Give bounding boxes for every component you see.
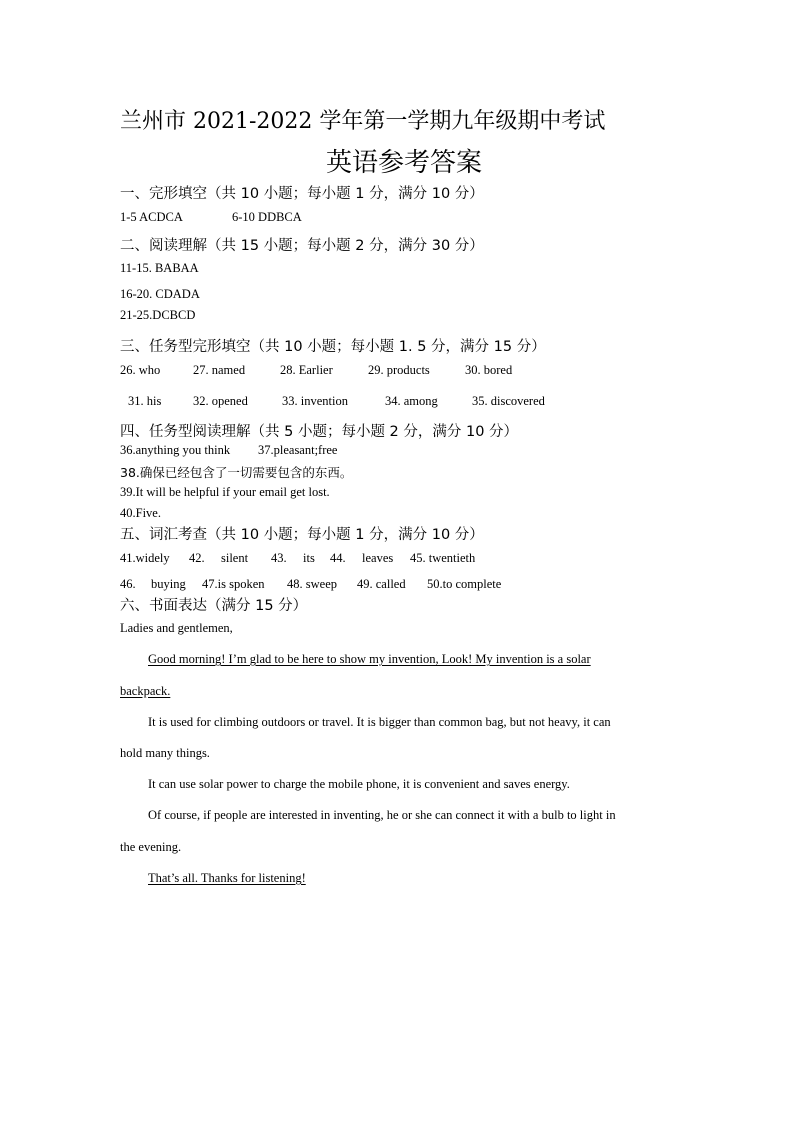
essay-paragraph-2-line-2: hold many things. (120, 746, 210, 760)
section3-heading: 三、任务型完形填空（共 10 小题；每小题 1. 5 分，满分 15 分） (120, 339, 546, 355)
essay-salutation: Ladies and gentlemen, (120, 621, 233, 635)
section1-heading: 一、完形填空（共 10 小题；每小题 1 分，满分 10 分） (120, 186, 484, 202)
answer-46-number: 46. (120, 577, 136, 591)
answer-37: 37.pleasant;free (258, 443, 338, 457)
answer-43-word: its (303, 551, 315, 565)
essay-paragraph-1-line-1: Good morning! I’m glad to be here to show my invention, Look! My invention is a solar (148, 652, 591, 666)
answer-26: 26. who (120, 363, 161, 377)
answer-39: 39.It will be helpful if your email get lost. (120, 485, 330, 499)
section6-heading: 六、书面表达（满分 15 分） (120, 598, 308, 614)
answer-29: 29. products (368, 363, 430, 377)
answer-43-number: 43. (271, 551, 287, 565)
answer-27: 27. named (193, 363, 246, 377)
answer-16-20: 16-20. CDADA (120, 287, 200, 301)
answer-44-word: leaves (362, 551, 394, 565)
answer-47: 47.is spoken (202, 577, 265, 591)
answer-45: 45. twentieth (410, 551, 476, 565)
answer-6-10: 6-10 DDBCA (232, 210, 302, 224)
answer-36: 36.anything you think (120, 443, 231, 457)
answer-44-number: 44. (330, 551, 346, 565)
answer-11-15: 11-15. BABAA (120, 261, 199, 275)
answer-28: 28. Earlier (280, 363, 333, 377)
section5-heading: 五、词汇考查（共 10 小题；每小题 1 分，满分 10 分） (120, 527, 484, 543)
answer-42-number: 42. (189, 551, 205, 565)
essay-paragraph-4-line-1: Of course, if people are interested in inventing, he or she can connect it with a bulb to light in (148, 808, 616, 822)
answer-32: 32. opened (193, 394, 248, 408)
answer-1-5: 1-5 ACDCA (120, 210, 183, 224)
answer-49: 49. called (357, 577, 406, 591)
essay-paragraph-2-line-1: It is used for climbing outdoors or travel. It is bigger than common bag, but not heavy, it can (148, 715, 611, 729)
document-title: 兰州市 2021-2022 学年第一学期九年级期中考试 (120, 109, 606, 134)
essay-paragraph-1-line-2: backpack. (120, 684, 171, 698)
answer-38: 38.确保已经包含了一切需要包含的东西。 (120, 465, 353, 480)
answer-33: 33. invention (282, 394, 348, 408)
answer-41: 41.widely (120, 551, 170, 565)
answer-42-word: silent (221, 551, 249, 565)
essay-closing: That’s all. Thanks for listening! (148, 871, 306, 885)
section2-heading: 二、阅读理解（共 15 小题；每小题 2 分，满分 30 分） (120, 238, 484, 254)
essay-paragraph-3: It can use solar power to charge the mobile phone, it is convenient and saves energy. (148, 777, 570, 791)
answer-50: 50.to complete (427, 577, 502, 591)
section4-heading: 四、任务型阅读理解（共 5 小题；每小题 2 分，满分 10 分） (120, 424, 519, 440)
answer-46-word: buying (151, 577, 186, 591)
answer-31: 31. his (128, 394, 162, 408)
essay-paragraph-4-line-2: the evening. (120, 840, 182, 854)
document-subtitle: 英语参考答案 (326, 148, 483, 178)
answer-40: 40.Five. (120, 506, 161, 520)
answer-35: 35. discovered (472, 394, 545, 408)
answer-48: 48. sweep (287, 577, 337, 591)
answer-21-25: 21-25.DCBCD (120, 308, 196, 322)
answer-34: 34. among (385, 394, 438, 408)
answer-30: 30. bored (465, 363, 513, 377)
